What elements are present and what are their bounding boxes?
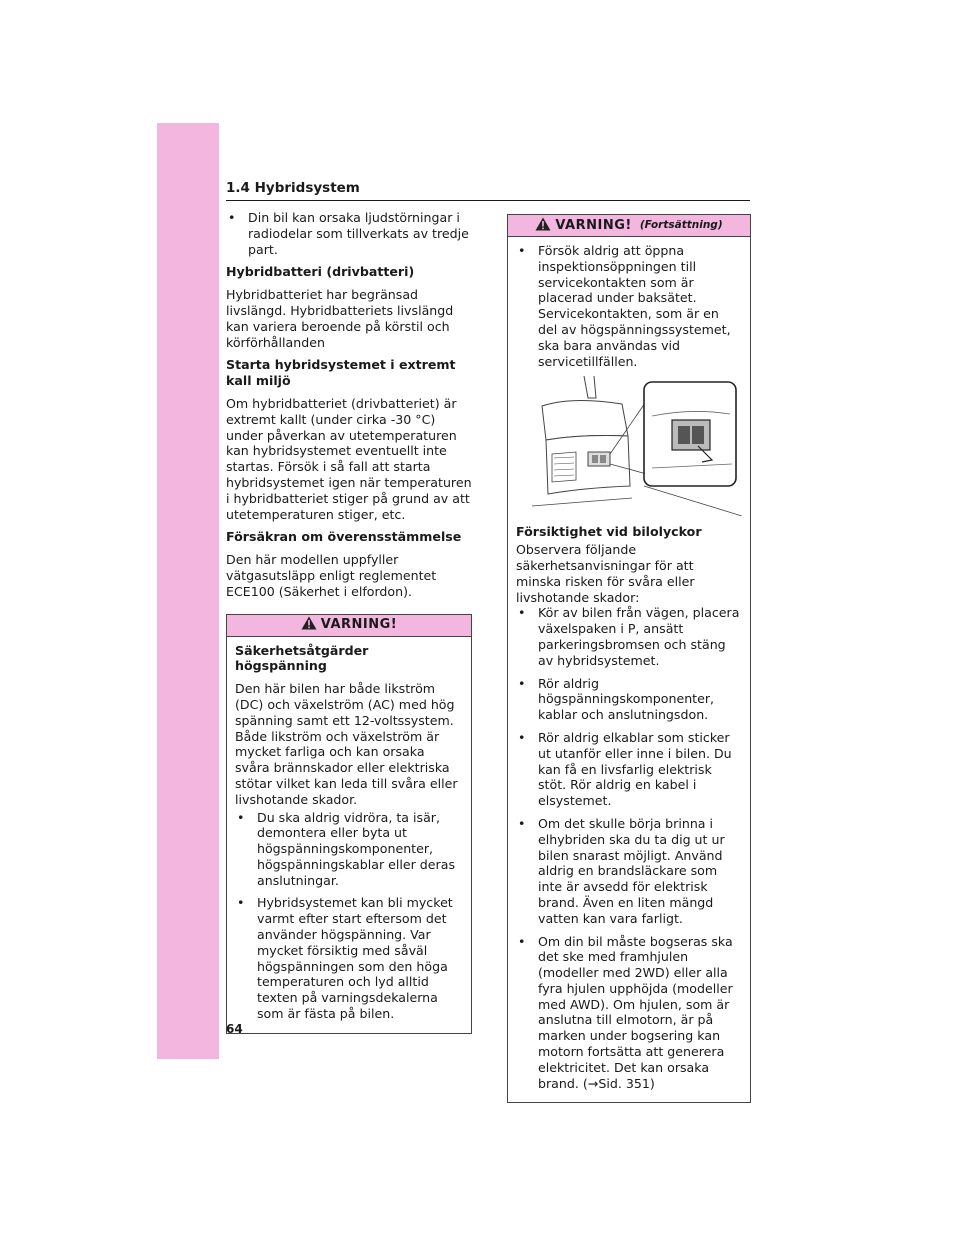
warning-header — [508, 215, 750, 237]
bullet-text: Du ska aldrig vidröra, ta isär, demontera eller byta ut högspänningskomponenter, högspänningskablar eller deras anslutningar. — [257, 809, 456, 888]
warning-triangle-icon — [301, 616, 317, 634]
bullet-text: Rör aldrig högspänningskomponenter, kablar och anslutningsdon. — [538, 675, 715, 723]
warning-body — [508, 237, 750, 1102]
service-plug-illustration — [532, 376, 742, 516]
bullet-marker: • — [518, 815, 526, 831]
bullet-text: Din bil kan orsaka ljudstörningar i radiodelar som tillverkats av tredje part. — [248, 210, 469, 257]
list-item — [516, 934, 742, 1092]
list-item — [516, 730, 742, 809]
paragraph-battery-life: Hybridbatteriet har begränsad livslängd. Hybridbatteriets livslängd kan variera beroende på körstil och körförhållanden — [226, 287, 454, 350]
warning-subhead: Säkerhetsåtgärder högspänning — [235, 642, 369, 674]
list-item — [235, 895, 463, 1021]
right-column — [507, 214, 751, 1103]
warning-box-high-voltage — [226, 614, 472, 1034]
list-item — [516, 605, 742, 668]
section-sidebar-tab — [157, 123, 219, 1059]
bullet-text: Om det skulle börja brinna i elhybriden ska du ta dig ut ur bilen snarast möjligt. Använd aldrig en brandsläckare som inte är avsedd för elektrisk brand. Även en liten mängd vatten kan vara farligt. — [538, 815, 725, 926]
bullet-marker: • — [518, 933, 526, 949]
section-title: 1.4 Hybridsystem — [226, 180, 360, 196]
warning-triangle-icon — [535, 217, 551, 235]
bullet-text: Rör aldrig elkablar som sticker ut utanför eller inne i bilen. Du kan få en livsfarlig elektrisk stöt. Rör aldrig en kabel i elsystemet. — [538, 729, 732, 809]
left-column — [226, 210, 472, 1034]
warning-box-continued — [507, 214, 751, 1103]
bullet-marker: • — [237, 895, 245, 911]
warning-title: VARNING! — [555, 217, 632, 233]
bullet-marker: • — [518, 675, 526, 691]
list-item — [516, 243, 742, 369]
bullet-text: Om din bil måste bogseras ska det ske med framhjulen (modeller med 2WD) eller alla fyra hjulen upphöjda (modeller med AWD). Om hjulen, som är anslutna till elmotorn, är på marken under bogsering kan motorn fortsätta att generera elektricitet. Det kan orsaka brand. (→Sid. 351) — [538, 933, 733, 1091]
list-item — [516, 676, 742, 723]
bullet-text: Försök aldrig att öppna inspektionsöppningen till servicekontakten som är placerad under baksätet. Servicekontakten, som är en del av högspänningssystemet, ska bara användas vid servicetillfällen. — [538, 243, 731, 369]
list-item — [226, 210, 472, 257]
warning-subhead-accidents: Försiktighet vid bilolyckor — [516, 524, 702, 540]
warning-subtitle: (Fortsättning) — [639, 218, 723, 231]
warning-intro: Observera följande säkerhetsanvisningar för att minska risken för svåra eller livshotande skador: — [516, 542, 695, 605]
warning-intro: Den här bilen har både likström (DC) och växelström (AC) med hög spänning samt ett 12-voltssystem. Både likström och växelström är mycket farliga och kan orsaka svåra brännskador eller elektriska stötar vilket kan leda till svåra eller livshotande skador. — [235, 681, 458, 807]
bullet-marker: • — [237, 809, 245, 825]
paragraph-conformity: Den här modellen uppfyller vätgasutsläpp enligt reglementet ECE100 (Säkerhet i elfordon). — [226, 552, 437, 599]
warning-header — [227, 615, 471, 637]
paragraph-cold-start: Om hybridbatteriet (drivbatteriet) är extremt kallt (under cirka -30 °C) under påverkan av utetemperaturen kan hybridsystemet eventuellt inte startas. Försök i så fall att starta hybridsystemet igen när temperaturen i hybridbatteriet stiger på grund av att utetemperaturen stiger, etc. — [226, 395, 472, 522]
bullet-marker: • — [518, 243, 526, 258]
list-item — [516, 816, 742, 927]
list-item — [235, 810, 463, 889]
warning-title: VARNING! — [320, 617, 398, 633]
bullet-text: Hybridsystemet kan bli mycket varmt efter start eftersom det använder högspänning. Var mycket försiktig med såväl högspänningen som den höga temperaturen och lyd alltid texten på varningsdekalerna som är fästa på bilen. — [257, 895, 453, 1022]
page-number: 64 — [226, 1022, 243, 1036]
heading-hybrid-battery: Hybridbatteri (drivbatteri) — [226, 264, 415, 280]
bullet-marker: • — [518, 605, 526, 621]
heading-conformity: Försäkran om överensstämmelse — [226, 529, 462, 545]
bullet-marker: • — [518, 729, 526, 745]
warning-body — [227, 637, 471, 1033]
heading-cold-start: Starta hybridsystemet i extremt kall miljö — [226, 357, 456, 389]
bullet-text: Kör av bilen från vägen, placera växelspaken i P, ansätt parkeringsbromsen och stäng av hybridsystemet. — [538, 605, 740, 668]
bullet-marker: • — [228, 210, 236, 225]
section-header — [226, 178, 750, 201]
